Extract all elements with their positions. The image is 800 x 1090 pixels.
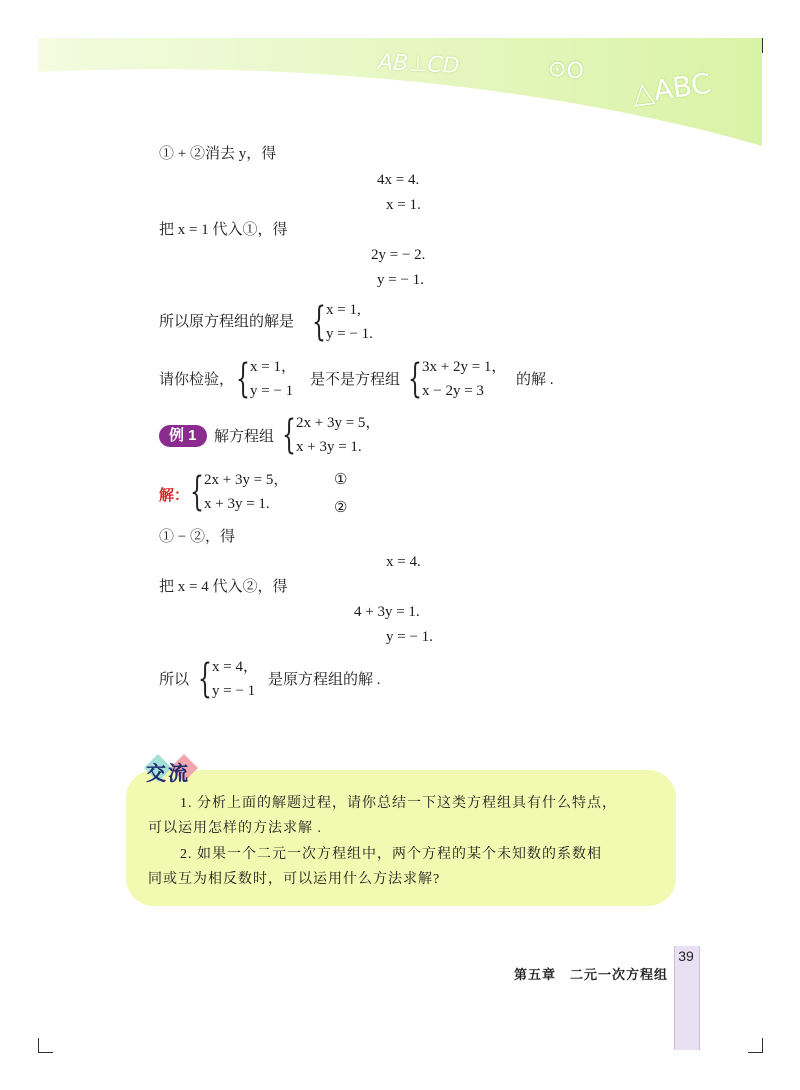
discussion-q1-line1: 1. 分析上面的解题过程，请你总结一下这类方程组具有什么特点，	[180, 796, 617, 811]
discussion-q2-line2: 同或互为相反数时，可以运用什么方法求解?	[148, 872, 441, 887]
example-eq1: 2x + 3y = 5，	[296, 415, 381, 431]
brace-icon: {	[190, 469, 204, 515]
equation-4x: 4x = 4.	[377, 172, 420, 188]
example-eq2: x + 3y = 1.	[296, 439, 362, 455]
crop-mark-bottom-left	[38, 1038, 53, 1053]
equation-4-plus-3y: 4 + 3y = 1.	[354, 604, 420, 620]
discussion-q2-line1: 2. 如果一个二元一次方程组中，两个方程的某个未知数的系数相	[180, 847, 602, 862]
equation-y-neg1-b: y = − 1.	[386, 629, 433, 645]
decor-circle-text: ⊙O	[546, 56, 585, 85]
decor-triangle-text: △ABC	[630, 66, 713, 111]
discussion-title: 交流	[146, 763, 190, 785]
check-middle: 是不是方程组	[310, 372, 401, 388]
final-suffix: 是原方程组的解 .	[268, 672, 381, 688]
step-substitute-x: 把 x = 1 代入①，得	[159, 222, 288, 238]
brace-icon: {	[198, 656, 212, 702]
brace-icon: {	[312, 299, 326, 345]
chapter-title: 第五章 二元一次方程组	[514, 967, 669, 982]
solution-eq1: 2x + 3y = 5，	[204, 472, 289, 488]
check-prefix: 请你检验，	[159, 372, 235, 388]
decor-perpendicular-text: AB⊥CD	[377, 49, 461, 80]
equation-mark-2: ②	[334, 500, 348, 516]
final-prefix: 所以	[159, 672, 190, 688]
check-x: x = 1，	[250, 359, 296, 375]
brace-icon: {	[236, 356, 250, 402]
page-number: 39	[678, 948, 694, 964]
solution-y: y = − 1.	[326, 326, 373, 342]
check-y: y = − 1	[250, 383, 294, 399]
step-substitute-x-4: 把 x = 4 代入②，得	[159, 579, 288, 595]
solution-statement: 所以原方程组的解是	[159, 314, 295, 330]
example-badge: 例 1	[159, 425, 207, 447]
check-eq1: 3x + 2y = 1，	[422, 359, 507, 375]
solution-eq2: x + 3y = 1.	[204, 496, 270, 512]
discussion-q1-line2: 可以运用怎样的方法求解 .	[148, 821, 322, 836]
brace-icon: {	[408, 356, 422, 402]
brace-icon: {	[282, 412, 296, 458]
step-subtract: ① − ②，得	[159, 529, 235, 545]
check-suffix: 的解 .	[516, 372, 554, 388]
equation-y-neg1: y = − 1.	[377, 272, 424, 288]
equation-mark-1: ①	[334, 472, 348, 488]
equation-x-4: x = 4.	[386, 554, 421, 570]
equation-2y: 2y = − 2.	[371, 247, 426, 263]
step-eliminate-y: ① + ②消去 y，得	[159, 146, 277, 162]
solution-x: x = 1,	[326, 302, 361, 318]
check-eq2: x − 2y = 3	[422, 383, 484, 399]
solution-label: 解：	[159, 487, 190, 504]
crop-mark-bottom-right	[748, 1038, 763, 1053]
final-y: y = − 1	[212, 683, 256, 699]
equation-x-1: x = 1.	[386, 197, 421, 213]
final-x: x = 4，	[212, 659, 258, 675]
example-prompt: 解方程组	[214, 429, 275, 445]
